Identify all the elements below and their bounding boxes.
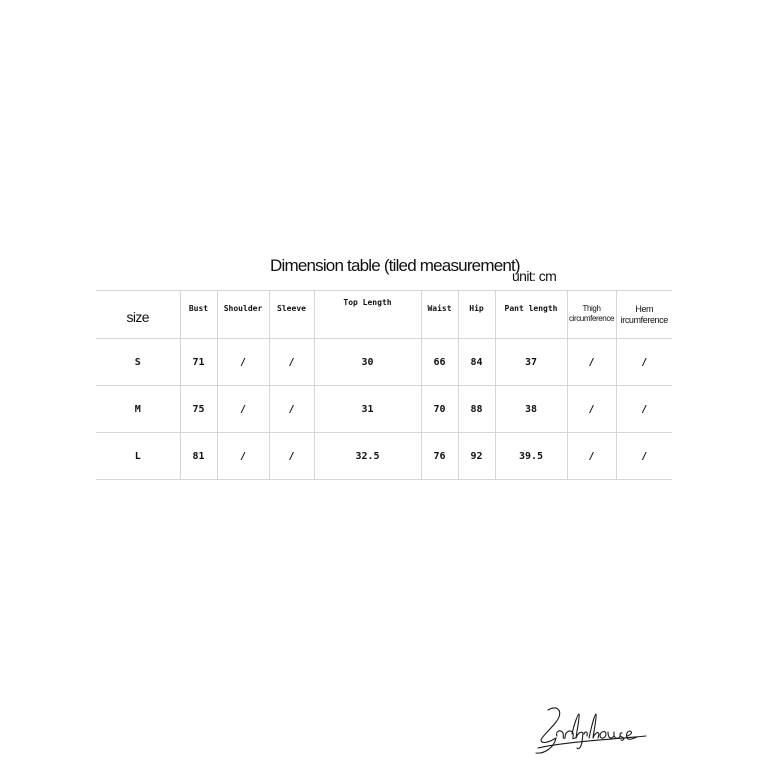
header-sleeve: Sleeve [269, 291, 314, 339]
cell-hip: 84 [458, 339, 495, 386]
header-bust: Bust [180, 291, 217, 339]
cell-pant-length: 37 [495, 339, 567, 386]
header-thigh-circumference: Thigh circumference [567, 291, 616, 339]
cell-thigh-circumference: / [567, 386, 616, 433]
dimension-table [96, 290, 672, 480]
cell-top-length: 31 [314, 386, 421, 433]
cell-hem-circumference: / [616, 339, 672, 386]
document-title: Dimension table (tiled measurement) [270, 256, 520, 275]
cell-size: M [96, 386, 180, 433]
cell-hip: 88 [458, 386, 495, 433]
header-waist: Waist [421, 291, 458, 339]
cell-bust: 75 [180, 386, 217, 433]
cell-hem-circumference: / [616, 433, 672, 480]
table-row [96, 339, 672, 386]
cell-top-length: 32.5 [314, 433, 421, 480]
cell-sleeve: / [269, 386, 314, 433]
header-hip: Hip [458, 291, 495, 339]
cell-pant-length: 39.5 [495, 433, 567, 480]
cell-waist: 66 [421, 339, 458, 386]
table-header-row [96, 291, 672, 339]
header-pant-length: Pant length [495, 291, 567, 339]
cell-pant-length: 38 [495, 386, 567, 433]
cell-size: S [96, 339, 180, 386]
cell-waist: 70 [421, 386, 458, 433]
header-hem-circumference: Hem ircumference [616, 291, 672, 339]
cell-bust: 71 [180, 339, 217, 386]
cell-shoulder: / [217, 339, 269, 386]
cell-shoulder: / [217, 433, 269, 480]
table-row [96, 433, 672, 480]
header-shoulder: Shoulder [217, 291, 269, 339]
cell-shoulder: / [217, 386, 269, 433]
unit-label: unit: cm [512, 268, 557, 284]
table-row [96, 386, 672, 433]
cell-hem-circumference: / [616, 386, 672, 433]
cell-thigh-circumference: / [567, 339, 616, 386]
cell-top-length: 30 [314, 339, 421, 386]
ladyhouse-logo [534, 700, 674, 758]
cell-sleeve: / [269, 433, 314, 480]
cell-size: L [96, 433, 180, 480]
header-size: size [96, 291, 180, 339]
cell-thigh-circumference: / [567, 433, 616, 480]
cell-bust: 81 [180, 433, 217, 480]
cell-sleeve: / [269, 339, 314, 386]
cell-hip: 92 [458, 433, 495, 480]
header-top-length: Top Length [314, 291, 421, 339]
cell-waist: 76 [421, 433, 458, 480]
